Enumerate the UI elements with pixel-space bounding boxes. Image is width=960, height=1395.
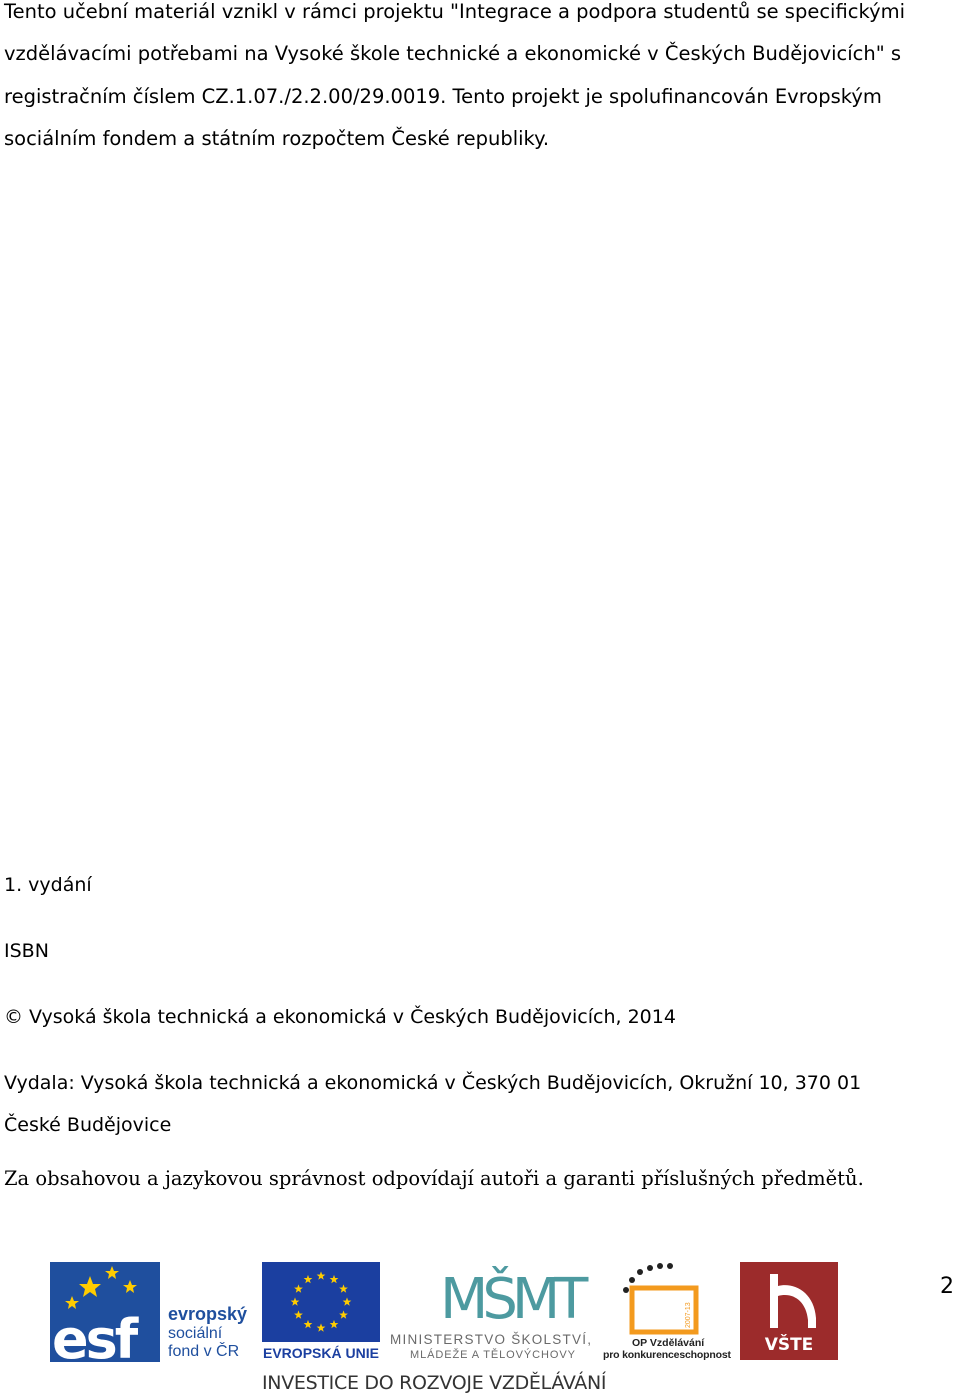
- intro-line-2: vzdělávacími potřebami na Vysoké škole technické a ekonomické v Českých Budějovicích" s: [4, 42, 902, 65]
- copyright-symbol: ©: [4, 1006, 23, 1028]
- page-number: 2: [940, 1274, 954, 1299]
- esf-line-3: fond v ČR: [168, 1343, 240, 1360]
- copyright-text: Vysoká škola technická a ekonomická v Českých Budějovicích, 2014: [29, 1006, 676, 1028]
- intro-word: Evropským: [774, 85, 882, 108]
- intro-line-3: [4, 85, 882, 109]
- isbn-label: ISBN: [4, 940, 49, 962]
- msmt-line-2: MLÁDEŽE A TĚLOVÝCHOVY: [410, 1349, 576, 1361]
- msmt-line-1: MINISTERSTVO ŠKOLSTVÍ,: [390, 1332, 592, 1347]
- publisher-line-2: České Budějovice: [4, 1114, 172, 1136]
- intro-word: Tento: [452, 85, 506, 108]
- esf-mark: esf: [52, 1308, 136, 1362]
- esf-logo: [50, 1262, 255, 1362]
- msmt-logo: [388, 1258, 596, 1362]
- op-years: 2007-13: [685, 1302, 692, 1328]
- esf-line-1: evropský: [168, 1304, 248, 1324]
- intro-word: spolufinancován: [609, 85, 769, 108]
- intro-word: projekt: [511, 85, 580, 108]
- edition: 1. vydání: [4, 874, 92, 896]
- intro-word: registračním: [4, 85, 127, 108]
- esf-line-2: sociální: [168, 1325, 223, 1342]
- intro-word: CZ.1.07./2.2.00/29.0019.: [201, 85, 447, 108]
- publisher-line-1: Vydala: Vysoká škola technická a ekonomická v Českých Budějovicích, Okružní 10, 370 01: [4, 1072, 862, 1094]
- vste-logo: [740, 1262, 838, 1360]
- intro-word: číslem: [132, 85, 196, 108]
- intro-line-4: sociálním fondem a státním rozpočtem České republiky.: [4, 127, 550, 150]
- vste-label: VŠTE: [764, 1335, 814, 1355]
- msmt-mark: MŠMT: [440, 1267, 583, 1332]
- disclaimer: Za obsahovou a jazykovou správnost odpovídají autoři a garanti příslušných předmětů.: [4, 1167, 864, 1190]
- op-line-1: OP Vzdělávání: [632, 1337, 705, 1349]
- intro-line-1: Tento učební materiál vznikl v rámci projektu "Integrace a podpora studentů se specifickými: [4, 0, 906, 23]
- op-vk-logo: [602, 1262, 734, 1362]
- intro-word: je: [585, 85, 603, 108]
- eu-caption: EVROPSKÁ UNIE: [263, 1345, 379, 1361]
- copyright-line: [4, 1005, 676, 1029]
- eu-logo: [262, 1262, 380, 1362]
- op-line-2: pro konkurenceschopnost: [603, 1349, 731, 1361]
- footer-tagline: INVESTICE DO ROZVOJE VZDĚLÁVÁNÍ: [262, 1372, 607, 1394]
